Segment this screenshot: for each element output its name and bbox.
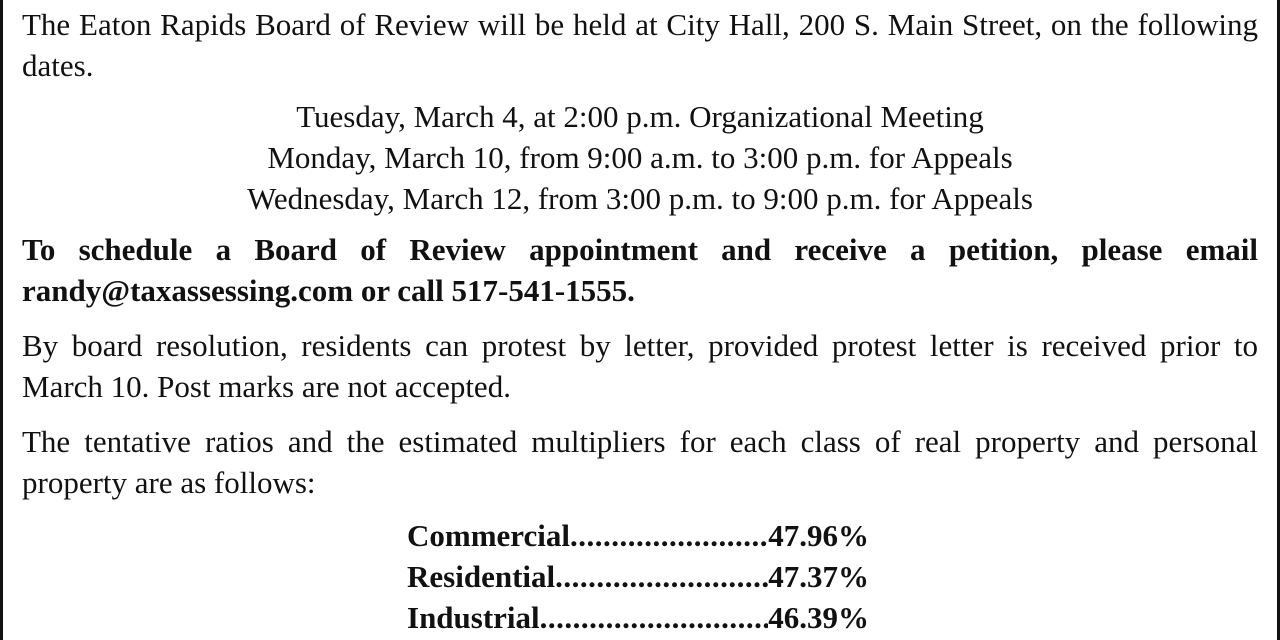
ratio-row: [407, 515, 869, 556]
meeting-date: Tuesday, March 4, at 2:00 p.m. Organizational Meeting: [296, 99, 984, 134]
ratio-label: Residential: [407, 559, 556, 594]
ratio-value: 47.96%: [768, 518, 869, 553]
ratio-value: 47.37%: [768, 559, 869, 594]
schedule-paragraph: To schedule a Board of Review appointment and receive a petition, please email randy@taxassessing.com or call 517-541-1555.: [22, 232, 1258, 308]
dot-leader: [570, 515, 768, 556]
ratio-label: Commercial: [407, 518, 570, 553]
ratio-row: [407, 556, 869, 597]
ratio-row: [407, 597, 869, 638]
ratios-list: [407, 515, 869, 638]
dot-leader: [540, 597, 769, 638]
resolution-paragraph: By board resolution, residents can protest by letter, provided protest letter is received prior to March 10. Post marks are not accepted.: [22, 328, 1258, 404]
notice-content: [22, 4, 1258, 638]
meeting-date: Monday, March 10, from 9:00 a.m. to 3:00 p.m. for Appeals: [267, 140, 1013, 175]
intro-paragraph: The Eaton Rapids Board of Review will be held at City Hall, 200 S. Main Street, on the following dates.: [22, 7, 1258, 83]
ratio-label: Industrial: [407, 600, 540, 635]
dot-leader: [555, 556, 768, 597]
meeting-date: Wednesday, March 12, from 3:00 p.m. to 9:00 p.m. for Appeals: [247, 181, 1033, 216]
meeting-dates: [22, 96, 1258, 219]
ratio-value: 46.39%: [768, 600, 869, 635]
ratios-intro-paragraph: The tentative ratios and the estimated multipliers for each class of real property and personal property are as follows:: [22, 424, 1258, 500]
